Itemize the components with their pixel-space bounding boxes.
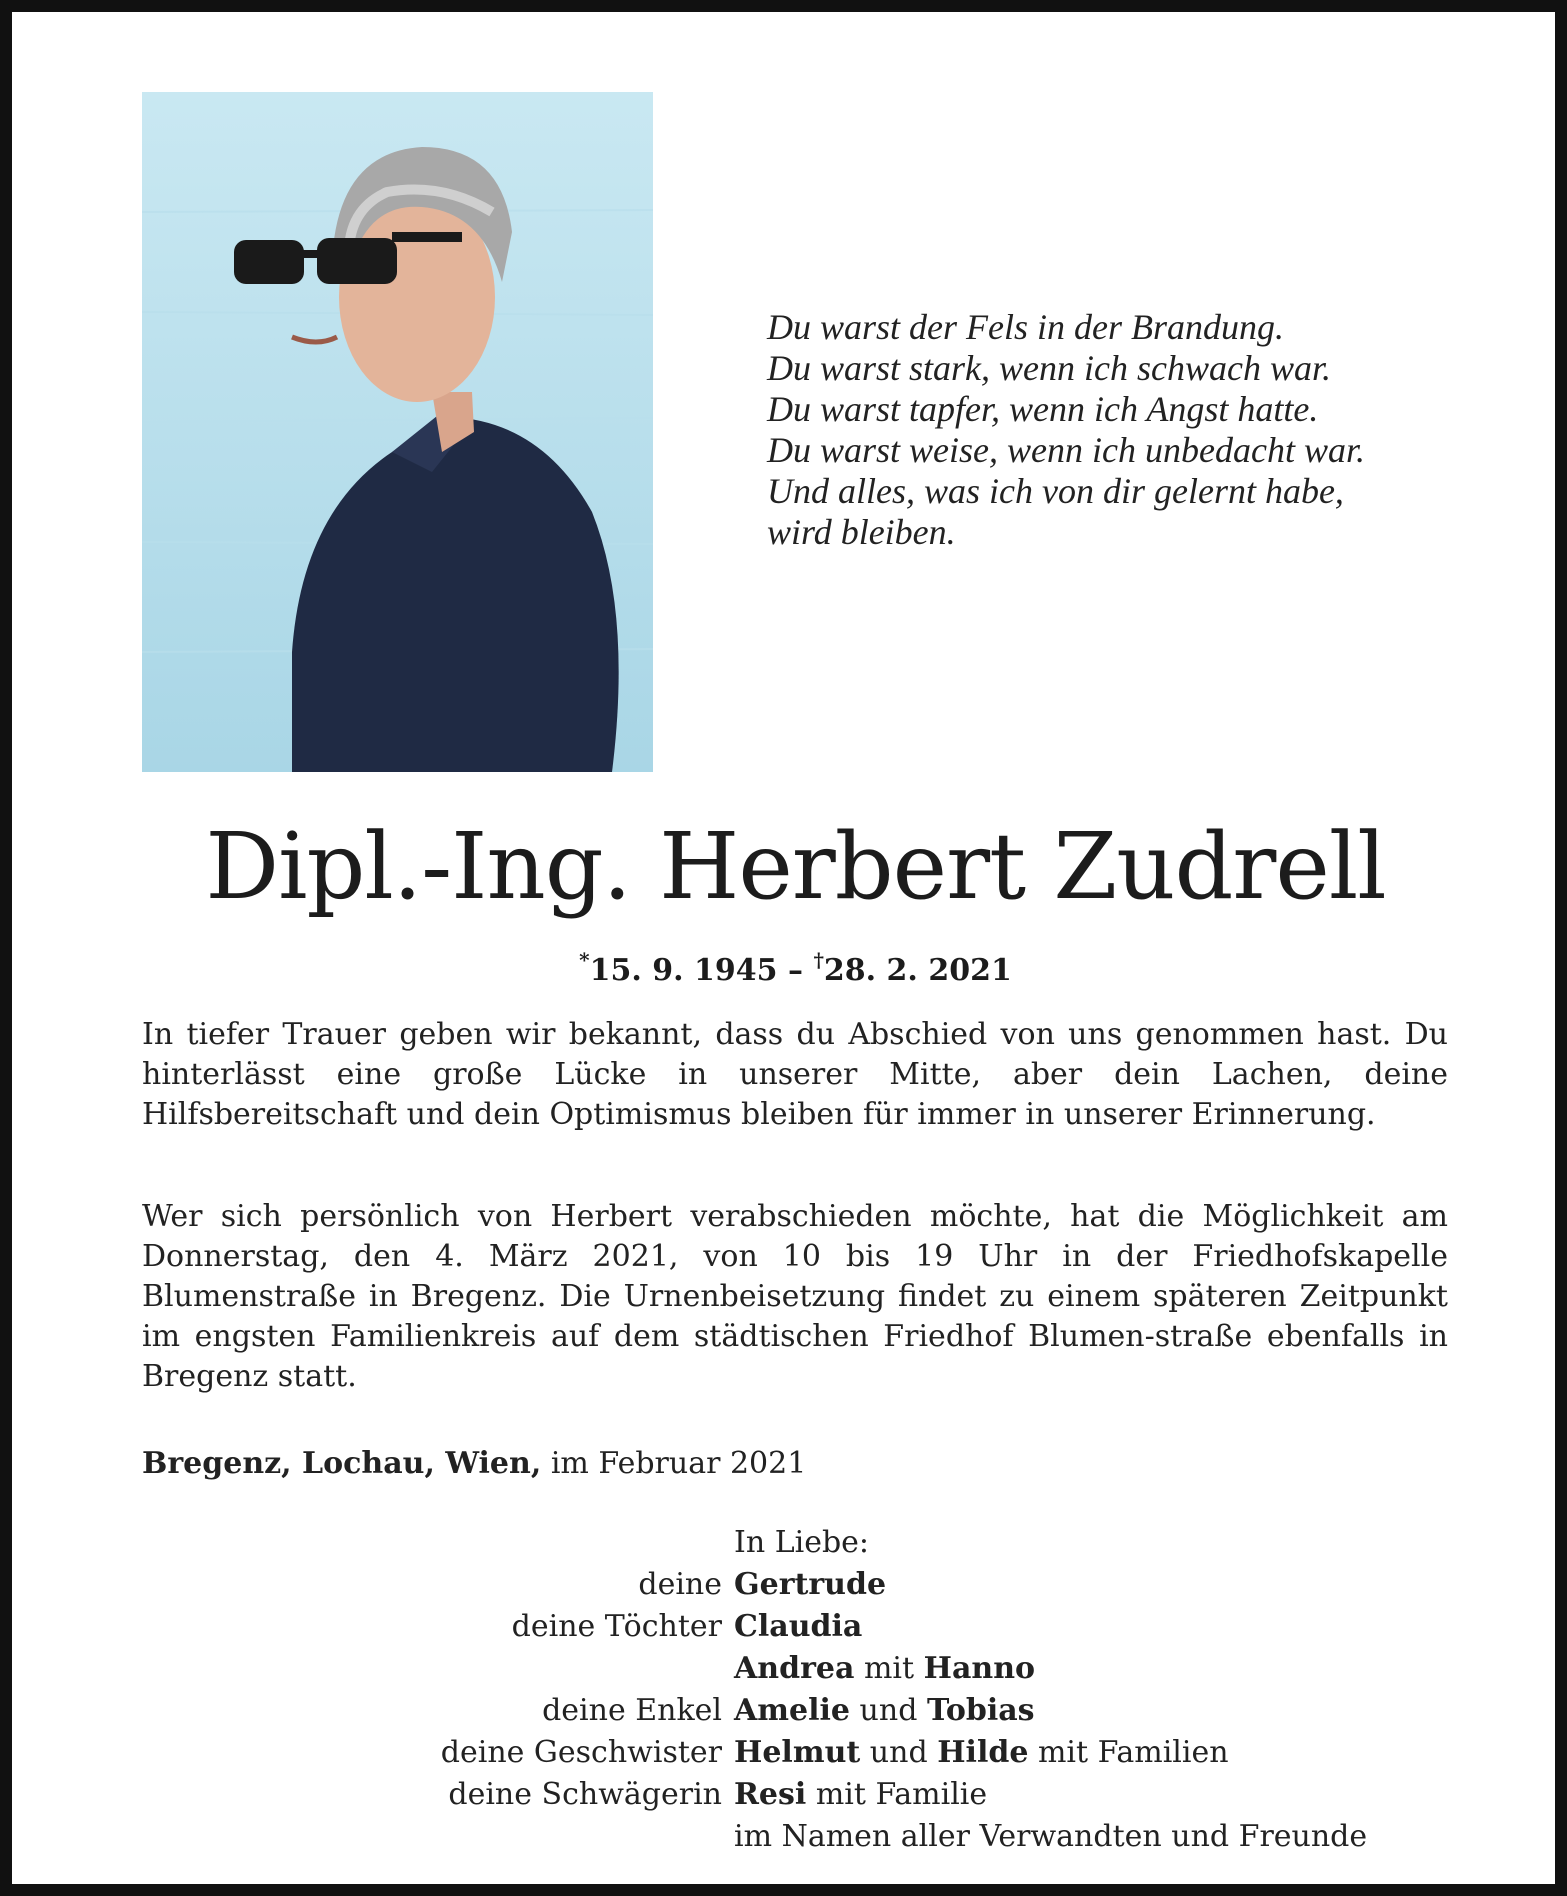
relation: deine Töchter [511,1609,722,1644]
mourner-row [142,1648,1448,1690]
birth-star-icon: * [579,948,590,972]
announcement-paragraph: In tiefer Trauer geben wir bekannt, dass du Abschied von uns genommen hast. Du hinterlässt eine große Lücke in unserer Mitte, aber dein Lachen, deine Hilfsbereitschaft und dein Optimismus bleiben für immer in unserer Erinnerung. [142,1017,1448,1132]
portrait-photo [142,92,653,772]
memorial-poem [767,307,1487,553]
mourner-row [142,1732,1448,1774]
place-date-line [142,1444,1448,1484]
mourner-row [142,1606,1448,1648]
mourner-row [142,1690,1448,1732]
poem-line: Und alles, was ich von dir gelernt habe, [767,471,1344,511]
connector: und [859,1693,918,1728]
deceased-name: Dipl.-Ing. Herbert Zudrell [205,813,1386,920]
mourners-list [142,1522,1448,1858]
locations: Bregenz, Lochau, Wien, [142,1446,542,1481]
mourner-name: Hanno [923,1651,1036,1686]
farewell-paragraph: Wer sich persönlich von Herbert verabschieden möchte, hat die Möglichkeit am Donnerstag, den 4. März 2021, von 10 bis 19 Uhr in der Friedhofskapelle Blumenstraße in Bregenz. Die Urnenbeisetzung findet zu einem späteren Zeitpunkt im engsten Familienkreis auf dem städtischen Friedhof Blumen-straße ebenfalls in Bregenz statt. [142,1199,1448,1394]
mourners-intro-row [142,1522,1448,1564]
closing-line: im Namen aller Verwandten und Freunde [734,1819,1368,1854]
mourner-row [142,1774,1448,1816]
date-separator: – [788,953,803,988]
mourner-name: Gertrude [734,1567,887,1602]
relation: deine Geschwister [440,1735,722,1770]
death-cross-icon: † [813,948,824,972]
relation: deine Schwägerin [448,1777,722,1812]
family-suffix: mit Familien [1037,1735,1229,1770]
mourner-name: Helmut [734,1735,861,1770]
connector: mit [863,1651,915,1686]
poem-line: Du warst tapfer, wenn ich Angst hatte. [767,389,1319,429]
mourner-name: Resi [734,1777,807,1812]
month-year: im Februar 2021 [550,1446,807,1481]
poem-line: Du warst stark, wenn ich schwach war. [767,348,1332,388]
mourner-name: Andrea [734,1651,855,1686]
death-date: 28. 2. 2021 [823,953,1012,988]
family-suffix: mit Familie [815,1777,988,1812]
mourner-name: Hilde [937,1735,1029,1770]
poem-line: Du warst weise, wenn ich unbedacht war. [767,430,1365,470]
relation: deine Enkel [542,1693,722,1728]
poem-line: wird bleiben. [767,512,956,552]
relation: deine [638,1567,722,1602]
mourners-intro: In Liebe: [734,1525,870,1560]
connector: und [869,1735,928,1770]
poem-line: Du warst der Fels in der Brandung. [767,307,1284,347]
mourner-row [142,1816,1448,1858]
mourner-row [142,1564,1448,1606]
mourner-name: Claudia [734,1609,863,1644]
birth-date: 15. 9. 1945 [589,953,778,988]
mourner-name: Amelie [734,1693,850,1728]
mourner-name: Tobias [926,1693,1035,1728]
life-dates [12,942,1567,991]
